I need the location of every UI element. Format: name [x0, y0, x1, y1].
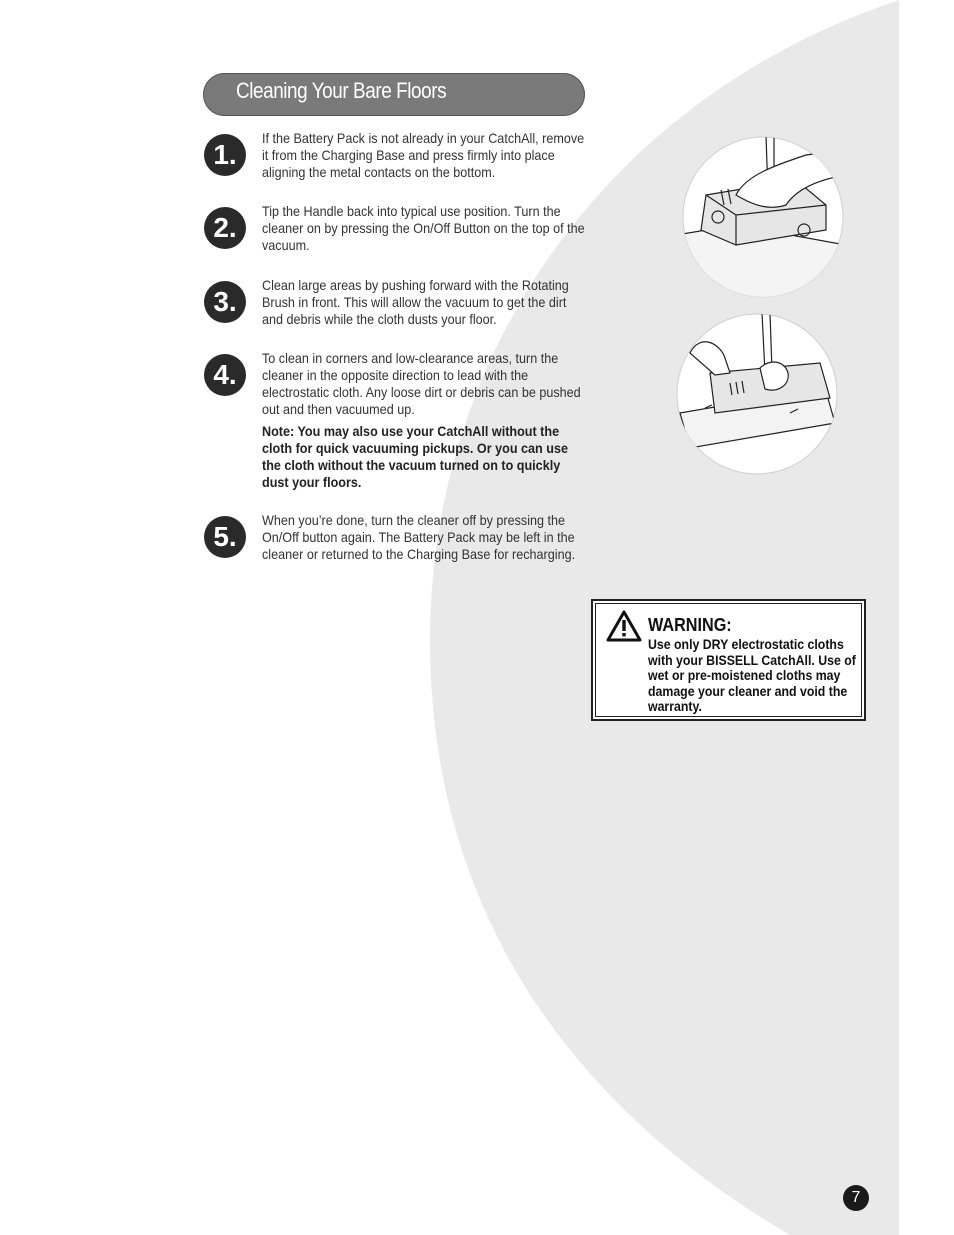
- section-header: [203, 73, 585, 116]
- section-title: Cleaning Your Bare Floors: [236, 78, 447, 103]
- step-number-badge: 1.: [204, 134, 246, 176]
- step-number-badge: 5.: [204, 516, 246, 558]
- step-note: Note: You may also use your CatchAll without the cloth for quick vacuuming pickups. Or you can use the cloth without the vacuum turned on to quickly dust your floors.: [262, 423, 568, 490]
- step-number-badge: 4.: [204, 354, 246, 396]
- step-text-group: [262, 350, 586, 491]
- step-text: If the Battery Pack is not already in your CatchAll, remove it from the Charging Base and press firmly into place aligning the metal contacts on the bottom.: [262, 130, 585, 180]
- step-text: Clean large areas by pushing forward with the Rotating Brush in front. This will allow the vacuum to get the dirt and debris while the cloth dusts your floor.: [262, 277, 569, 327]
- battery-insert-illustration: [676, 135, 850, 300]
- corner-cleaning-illustration: [670, 313, 844, 476]
- warning-inner-border: [595, 603, 862, 717]
- step-text: When you’re done, turn the cleaner off by pressing the On/Off button again. The Battery Pack may be left in the cleaner or returned to the Charging Base for recharging.: [262, 512, 576, 562]
- warning-title: WARNING:: [648, 615, 732, 635]
- step-number-badge: 2.: [204, 207, 246, 249]
- warning-box: [591, 599, 866, 721]
- step-text: To clean in corners and low-clearance areas, turn the cleaner in the opposite direction to lead with the electrostatic cloth. Any loose dirt or debris can be pushed out and then vacuumed up.: [262, 350, 581, 417]
- step-text: Tip the Handle back into typical use position. Turn the cleaner on by pressing the On/Off Button on the top of the vacuum.: [262, 203, 585, 253]
- page-number-badge: 7: [843, 1185, 869, 1211]
- warning-text: Use only DRY electrostatic cloths with your BISSELL CatchAll. Use of wet or pre-moistened cloths may damage your cleaner and void the warranty.: [648, 636, 856, 714]
- step-number-badge: 3.: [204, 281, 246, 323]
- warning-triangle-icon: [606, 610, 642, 642]
